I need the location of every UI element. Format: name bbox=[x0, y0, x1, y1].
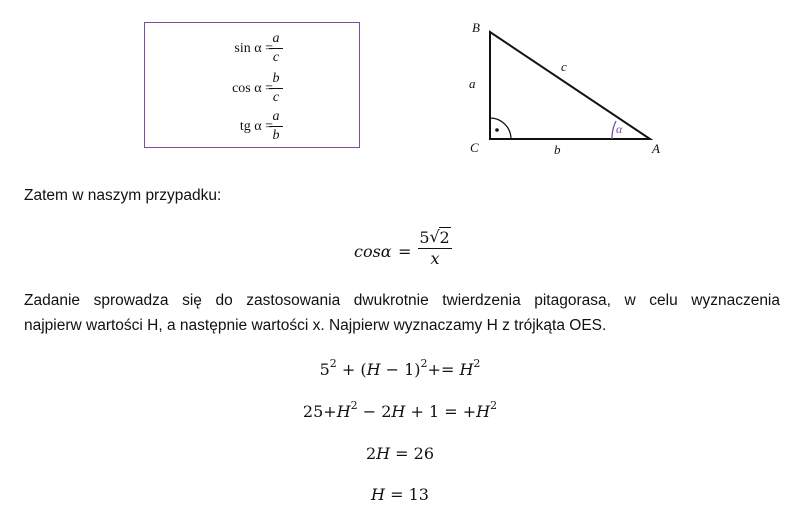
sin-numerator: a bbox=[272, 31, 280, 46]
eq2-rhs-exp: 2 bbox=[490, 399, 498, 412]
body-line-1: Zadanie sprowadza się do zastosowania dwukrotnie twierdzenia pitagorasa, w celu wyznaczenia bbox=[24, 292, 780, 309]
cos-fraction bbox=[269, 71, 283, 106]
eq1-exp: 2 bbox=[420, 357, 428, 370]
tg-denominator: b bbox=[272, 128, 280, 143]
alpha-label: α bbox=[616, 122, 623, 136]
sin-lhs: sin α = bbox=[234, 41, 273, 56]
side-a-label: a bbox=[469, 76, 476, 91]
eq1-term: 5 bbox=[319, 360, 330, 379]
eq2-var1: H bbox=[336, 402, 351, 421]
side-c-label: c bbox=[561, 59, 567, 74]
sin-formula bbox=[145, 31, 359, 67]
tg-numerator: a bbox=[272, 109, 280, 124]
eq2-exp1: 2 bbox=[350, 399, 358, 412]
equation-2 bbox=[0, 399, 800, 421]
vertex-b-label: B bbox=[472, 20, 480, 35]
cos-eq-radicand: 2 bbox=[439, 228, 450, 247]
equation-1 bbox=[0, 357, 800, 379]
cos-eq-numerator bbox=[418, 228, 452, 248]
eq3-rest: = 26 bbox=[390, 444, 435, 463]
eq1-plus: + ( bbox=[336, 360, 367, 379]
sqrt-symbol: √ 2 bbox=[429, 227, 450, 247]
triangle-shape bbox=[490, 32, 650, 139]
eq2-term: 25+ bbox=[302, 402, 337, 421]
body-line-2: najpierw wartości H, a następnie wartości x. Najpierw wyznaczamy H z trójkąta OES. bbox=[24, 317, 607, 334]
tg-formula bbox=[145, 109, 359, 145]
trig-formula-box bbox=[144, 22, 360, 148]
cos-eq-coeff: 5 bbox=[419, 228, 430, 247]
cos-denominator: c bbox=[272, 90, 280, 105]
eq1-rhs-exp: 2 bbox=[473, 357, 481, 370]
eq1-tail: += bbox=[427, 360, 460, 379]
cos-eq-lhs: cosα bbox=[354, 242, 392, 261]
cos-formula bbox=[145, 71, 359, 107]
right-angle-dot bbox=[495, 128, 499, 132]
eq1-var: H bbox=[366, 360, 381, 379]
eq2-rhs: H bbox=[476, 402, 491, 421]
right-angle-arc bbox=[490, 118, 511, 139]
eq2-var2: H bbox=[391, 402, 406, 421]
vertex-a-label: A bbox=[652, 141, 660, 156]
cos-lhs: cos α = bbox=[232, 81, 273, 96]
eq4-var: H bbox=[371, 485, 385, 504]
tg-fraction bbox=[269, 109, 283, 144]
sin-fraction bbox=[269, 31, 283, 66]
cos-numerator: b bbox=[272, 71, 280, 86]
tg-lhs: tg α = bbox=[239, 119, 273, 134]
equation-4 bbox=[0, 485, 800, 504]
sin-denominator: c bbox=[272, 50, 280, 65]
equation-3 bbox=[0, 444, 800, 463]
cos-eq-denominator: x bbox=[430, 249, 440, 268]
eq1-minus: − 1) bbox=[380, 360, 421, 379]
eq3-var: H bbox=[376, 444, 391, 463]
eq2-tail: + 1 = + bbox=[405, 402, 477, 421]
right-triangle-diagram bbox=[460, 14, 670, 164]
body-paragraph bbox=[24, 288, 780, 338]
eq2-mid: − 2 bbox=[357, 402, 392, 421]
eq1-exp-a: 2 bbox=[329, 357, 337, 370]
eq1-rhs: H bbox=[459, 360, 474, 379]
eq3-coeff: 2 bbox=[365, 444, 377, 463]
vertex-c-label: C bbox=[470, 140, 479, 155]
cos-eq-equals: = bbox=[398, 242, 412, 261]
eq4-rest: = 13 bbox=[385, 485, 429, 504]
side-b-label: b bbox=[554, 142, 561, 157]
intro-text: Zatem w naszym przypadku: bbox=[24, 187, 222, 204]
cos-eq-fraction bbox=[418, 228, 452, 269]
